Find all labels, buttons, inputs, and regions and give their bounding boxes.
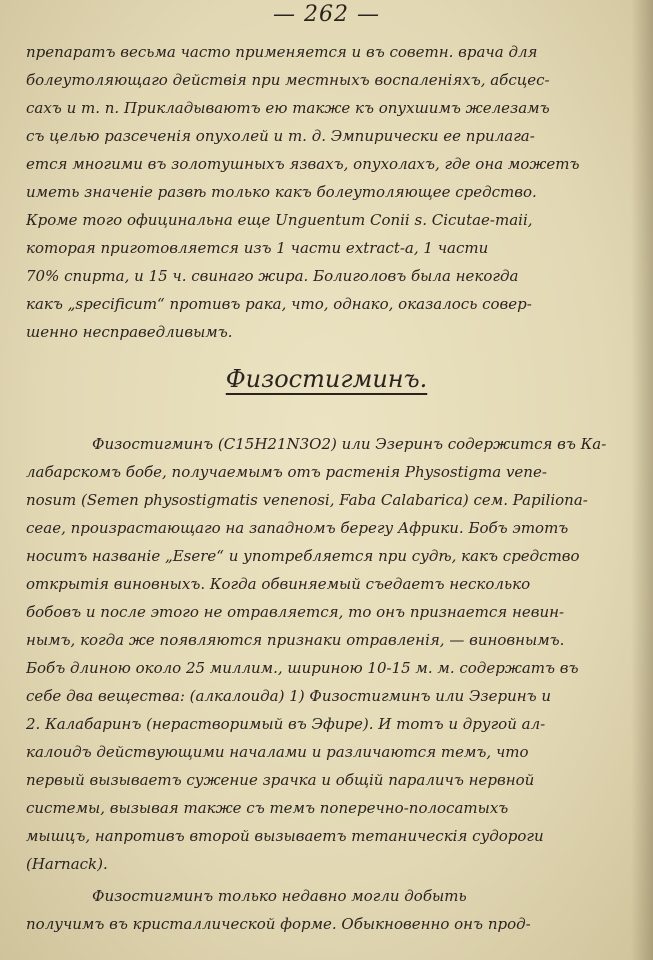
text-line: иметь значеніе развѣ только какъ болеутоляющее средство.: [26, 183, 537, 201]
text-line: nosum (Semen physostigmatis venenosi, Faba Calabarica) сем. Papiliona-: [26, 491, 588, 509]
section-heading: [0, 365, 653, 393]
text-line: калоидъ действующими началами и различаются темъ, что: [26, 743, 529, 761]
text-line: съ целью разсеченія опухолей и т. д. Эмпирически ее прилага-: [26, 127, 535, 145]
text-line: первый вызываетъ сужение зрачка и общій параличъ нервной: [26, 771, 535, 789]
text-line: препаратъ весьма часто применяется и въ советн. врача для: [26, 43, 538, 61]
text-line: Бобъ длиною около 25 миллим., шириною 10-15 м. м. содержатъ въ: [26, 659, 579, 677]
text-line: получимъ въ кристаллической форме. Обыкновенно онъ прод-: [26, 915, 531, 933]
text-line: бобовъ и после этого не отравляется, то онъ признается невин-: [26, 603, 565, 621]
text-line: нымъ, когда же появляются признаки отравленія, — виновнымъ.: [26, 631, 565, 649]
text-line: 70% спирта, и 15 ч. свинаго жира. Болиголовъ была некогда: [26, 267, 519, 285]
text-line: шенно несправедливымъ.: [26, 323, 233, 341]
text-line: открытія виновныхъ. Когда обвиняемый съедаетъ несколько: [26, 575, 531, 593]
text-line: Кроме того официнальна еще Unguentum Conii s. Cicutae-maii,: [26, 211, 533, 229]
text-line: ется многими въ золотушныхъ язвахъ, опухолахъ, где она можетъ: [26, 155, 580, 173]
text-line: которая приготовляется изъ 1 части extract-a, 1 части: [26, 239, 489, 257]
text-line: себе два вещества: (алкалоида) 1) Физостигминъ или Эзеринъ и: [26, 687, 552, 705]
page-number: — 262 —: [273, 2, 380, 27]
text-line: 2. Калабаринъ (нерастворимый въ Эфире). И тотъ и другой ал-: [26, 715, 546, 733]
text-line: болеутоляющаго действія при местныхъ воспаленіяхъ, абсцес-: [26, 71, 550, 89]
text-line: носитъ названіе „Esere“ и употребляется при судѣ, какъ средство: [26, 547, 580, 565]
text-line: мышцъ, напротивъ второй вызываетъ тетаническія судороги: [26, 827, 544, 845]
text-line: ceae, произрастающаго на западномъ берегу Африки. Бобъ этотъ: [26, 519, 569, 537]
text-line: какъ „specificum“ противъ рака, что, однако, оказалось совер-: [26, 295, 532, 313]
page-edge-shadow: [631, 0, 653, 960]
section-heading-text: Физостигминъ.: [225, 365, 428, 393]
text-line: (Harnack).: [26, 855, 108, 873]
text-line: Физостигминъ только недавно могли добыть: [92, 887, 467, 905]
text-line: Физостигминъ (C15H21N3O2) или Эзеринъ содержится въ Ка-: [92, 435, 607, 453]
text-line: лабарскомъ бобе, получаемымъ отъ растенія Physostigma vene-: [26, 463, 547, 481]
text-line: системы, вызывая также съ темъ поперечно-полосатыхъ: [26, 799, 509, 817]
text-line: сахъ и т. п. Прикладываютъ ею также къ опухшимъ железамъ: [26, 99, 550, 117]
